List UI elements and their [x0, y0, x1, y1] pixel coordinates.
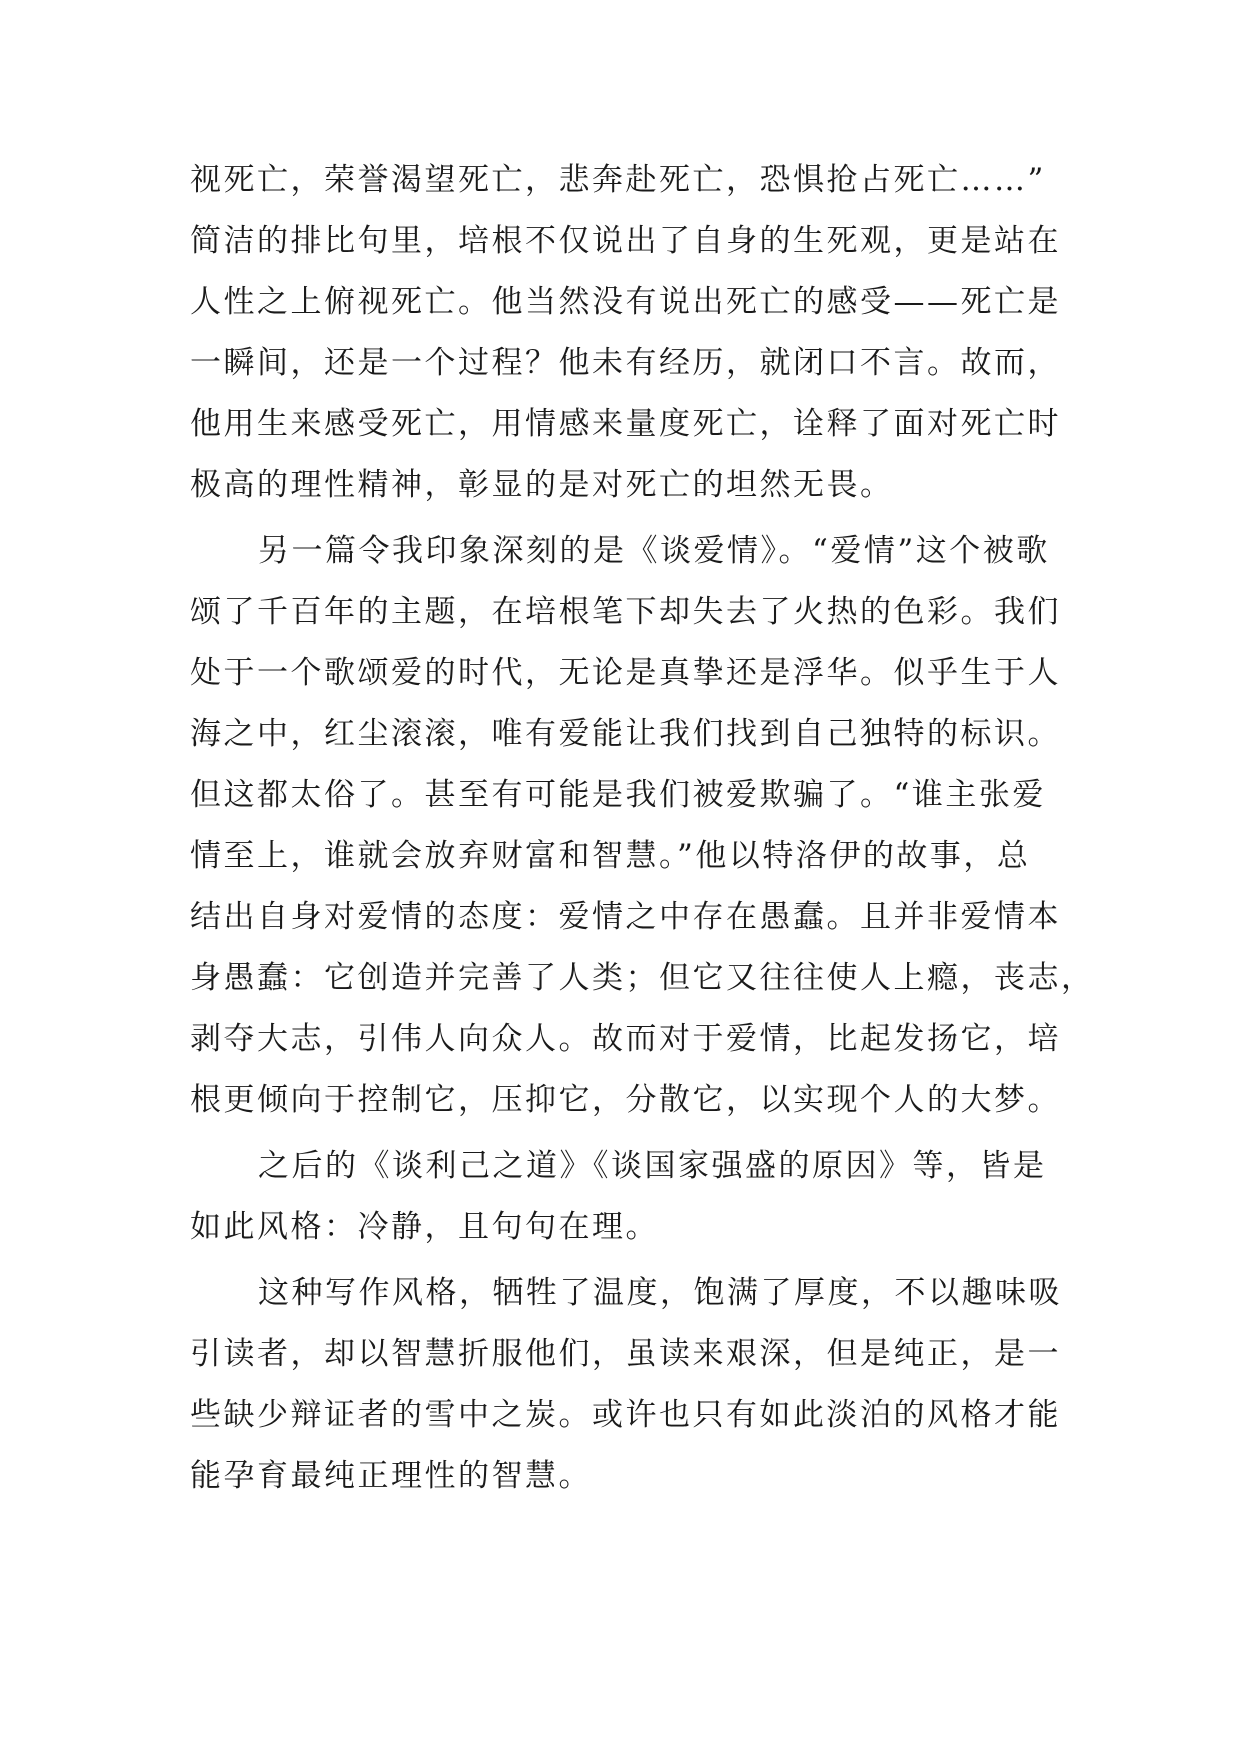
paragraph-first-line: 这种写作风格，牺牲了温度，饱满了厚度，不以趣味吸: [258, 1275, 1062, 1311]
text-line: 但这都太俗了。甚至有可能是我们被爱欺骗了。“谁主张爱: [190, 777, 1046, 813]
text-line: 颂了千百年的主题，在培根笔下却失去了火热的色彩。我们: [190, 594, 1061, 630]
text-line: 人性之上俯视死亡。他当然没有说出死亡的感受——死亡是: [190, 284, 1061, 320]
body-text: [190, 160, 1095, 1517]
text-line: 如此风格：冷静，且句句在理。: [190, 1209, 659, 1245]
text-line: 能孕育最纯正理性的智慧。: [190, 1458, 592, 1494]
text-line: 简洁的排比句里，培根不仅说出了自身的生死观，更是站在: [190, 223, 1061, 259]
text-line: 些缺少辩证者的雪中之炭。或许也只有如此淡泊的风格才能: [190, 1397, 1061, 1433]
text-line: 海之中，红尘滚滚，唯有爱能让我们找到自己独特的标识。: [190, 716, 1061, 752]
text-line: 身愚蠢：它创造并完善了人类；但它又往往使人上瘾，丧志，: [190, 960, 1095, 996]
text-line: 结出自身对爱情的态度：爱情之中存在愚蠢。且并非爱情本: [190, 899, 1061, 935]
paragraph-first-line: 另一篇令我印象深刻的是《谈爱情》。“爱情”这个被歌: [258, 533, 1050, 569]
text-line: 处于一个歌颂爱的时代，无论是真挚还是浮华。似乎生于人: [190, 655, 1061, 691]
text-line: 一瞬间，还是一个过程？他未有经历，就闭口不言。故而，: [190, 345, 1061, 381]
text-line: 剥夺大志，引伟人向众人。故而对于爱情，比起发扬它，培: [190, 1021, 1061, 1057]
text-line: 视死亡，荣誉渴望死亡，悲奔赴死亡，恐惧抢占死亡……”: [190, 162, 1046, 198]
paragraph-first-line: 之后的《谈利己之道》《谈国家强盛的原因》等，皆是: [258, 1148, 1047, 1184]
text-line: 引读者，却以智慧折服他们，虽读来艰深，但是纯正，是一: [190, 1336, 1061, 1372]
text-line: 情至上，谁就会放弃财富和智慧。”他以特洛伊的故事，总: [190, 838, 1031, 874]
text-line: 他用生来感受死亡，用情感来量度死亡，诠释了面对死亡时: [190, 406, 1061, 442]
text-line: 根更倾向于控制它，压抑它，分散它，以实现个人的大梦。: [190, 1082, 1061, 1118]
text-line: 极高的理性精神，彰显的是对死亡的坦然无畏。: [190, 467, 894, 503]
